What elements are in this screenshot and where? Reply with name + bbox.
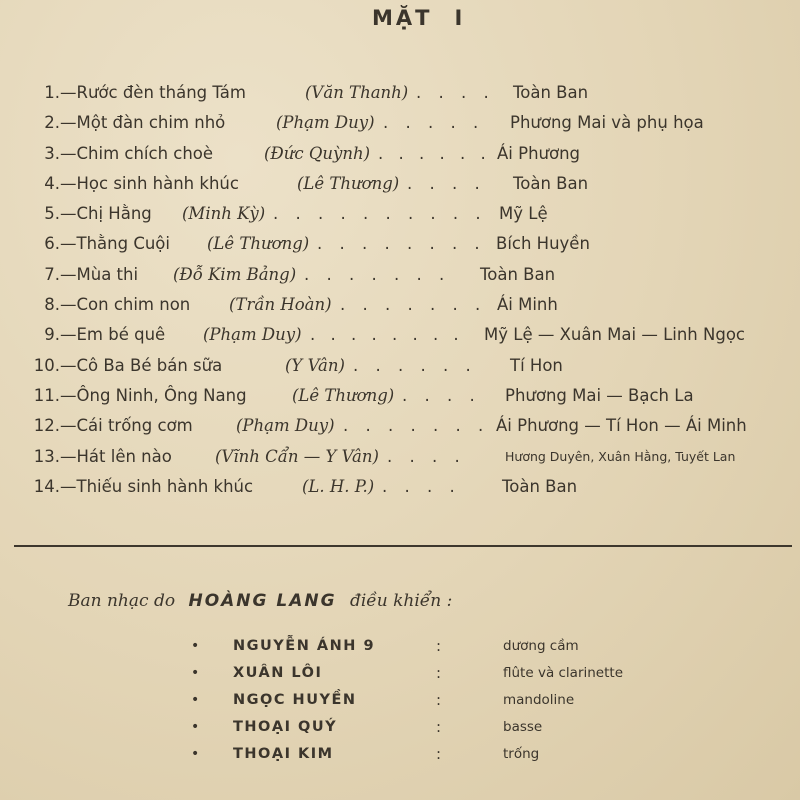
track-number: 13. [33, 446, 60, 466]
track-title: —Em bé quê [60, 325, 166, 345]
track-performer: Ái Phương [497, 143, 581, 163]
track-row [0, 381, 800, 411]
track-title: —Một đàn chim nhỏ [60, 113, 226, 133]
track-leader-dots: . . . . [402, 385, 481, 405]
track-title: —Chim chích choè [60, 143, 214, 163]
band-member-row [0, 633, 800, 660]
track-row [0, 411, 800, 441]
band-member-separator: : [436, 664, 442, 682]
track-number: 2. [44, 113, 60, 133]
track-composer: (Minh Kỳ) [182, 204, 266, 224]
track-number: 1. [44, 83, 60, 102]
track-title: —Rước đèn tháng Tám [60, 83, 246, 102]
track-leader-dots: . . . . . . . [340, 295, 487, 315]
track-leader-dots: . . . . . . [378, 143, 491, 163]
track-leader-dots: . . . . . . . . . . [273, 204, 487, 224]
track-composer: (Y Vân) [285, 355, 345, 375]
track-title: —Mùa thi [60, 264, 139, 284]
band-member-row [0, 660, 800, 687]
track-row [0, 139, 800, 169]
track-number: 5. [44, 204, 60, 224]
track-composer: (Đức Quỳnh) [264, 143, 371, 163]
track-row [0, 169, 800, 199]
band-member-separator: : [436, 691, 442, 709]
track-composer: (Phạm Duy) [276, 113, 375, 133]
track-row [0, 260, 800, 290]
track-number: 11. [33, 385, 60, 405]
side-title-number: I [454, 6, 466, 30]
band-member-list [0, 633, 800, 768]
band-member-instrument: flûte và clarinette [503, 665, 624, 681]
band-member-separator: : [436, 637, 442, 655]
band-leader: HOÀNG LANG [188, 591, 337, 611]
track-row [0, 320, 800, 350]
track-title: —Học sinh hành khúc [60, 173, 239, 193]
track-leader-dots: . . . . . [383, 113, 485, 133]
track-performer: Mỹ Lệ [499, 204, 548, 224]
track-performer: Hương Duyên, Xuân Hằng, Tuyết Lan [505, 448, 736, 464]
track-performer: Bích Huyền [496, 234, 590, 254]
track-composer: (Lê Thương) [292, 385, 395, 405]
track-performer: Toàn Ban [502, 476, 578, 496]
band-member-instrument: mandoline [503, 692, 575, 708]
band-member-name: XUÂN LÔI [233, 665, 323, 681]
band-member-row [0, 687, 800, 714]
track-composer: (Lê Thương) [297, 173, 400, 193]
band-member-name: NGUYỄN ÁNH 9 [233, 638, 376, 654]
band-member-instrument: dương cầm [503, 638, 579, 654]
side-title [372, 6, 465, 30]
bullet-icon: • [191, 638, 200, 654]
side-title-label: MẶT [372, 6, 433, 30]
track-composer: (Lê Thương) [207, 234, 310, 254]
track-performer: Phương Mai — Bạch La [505, 385, 694, 405]
band-member-name: THOẠI KIM [233, 746, 334, 762]
track-number: 6. [44, 234, 60, 254]
track-composer: (Vĩnh Cẩn — Y Vân) [215, 446, 379, 466]
track-row [0, 442, 800, 472]
band-member-instrument: trống [503, 746, 540, 762]
track-composer: (Đỗ Kim Bảng) [173, 264, 297, 284]
band-credit-prefix: Ban nhạc do [68, 591, 176, 611]
track-composer: (Trần Hoàn) [229, 295, 332, 315]
track-number: 9. [44, 325, 60, 345]
track-performer: Toàn Ban [513, 173, 589, 193]
track-number: 12. [33, 416, 60, 436]
track-title: —Thiếu sinh hành khúc [60, 476, 254, 496]
track-number: 14. [33, 476, 60, 496]
track-title: —Chị Hằng [60, 204, 152, 224]
band-member-row [0, 714, 800, 741]
track-row [0, 199, 800, 229]
track-leader-dots: . . . . . . . . [317, 234, 486, 254]
track-title: —Cái trống cơm [60, 416, 193, 436]
track-performer: Tí Hon [510, 355, 563, 375]
track-title: —Ông Ninh, Ông Nang [60, 385, 247, 405]
track-row [0, 108, 800, 138]
track-number: 7. [44, 264, 60, 284]
track-leader-dots: . . . . [382, 476, 461, 496]
bullet-icon: • [191, 692, 200, 708]
track-number: 4. [44, 173, 60, 193]
track-title: —Hát lên nào [60, 446, 172, 466]
track-leader-dots: . . . . [416, 83, 495, 102]
bullet-icon: • [191, 719, 200, 735]
bullet-icon: • [191, 746, 200, 762]
divider [14, 545, 792, 547]
track-row [0, 290, 800, 320]
track-row [0, 229, 800, 259]
bullet-icon: • [191, 665, 200, 681]
band-member-instrument: basse [503, 719, 543, 735]
track-list [0, 78, 800, 502]
band-member-name: THOẠI QUÝ [233, 719, 338, 735]
band-member-name: NGỌC HUYỀN [233, 692, 357, 708]
track-row [0, 472, 800, 502]
track-composer: (Văn Thanh) [305, 83, 409, 102]
track-performer: Ái Minh [497, 295, 558, 315]
track-composer: (Phạm Duy) [236, 416, 335, 436]
track-leader-dots: . . . . . . . [343, 416, 490, 436]
track-performer: Toàn Ban [513, 83, 589, 102]
track-performer: Ái Phương — Tí Hon — Ái Minh [496, 416, 747, 436]
track-row [0, 78, 800, 108]
track-leader-dots: . . . . . . . [304, 264, 451, 284]
track-performer: Toàn Ban [480, 264, 556, 284]
band-credit-suffix: điều khiển : [349, 591, 453, 611]
track-composer: (Phạm Duy) [203, 325, 302, 345]
band-member-row [0, 741, 800, 768]
track-title: —Thằng Cuội [60, 234, 170, 254]
track-row [0, 351, 800, 381]
track-title: —Con chim non [60, 295, 191, 315]
band-credit [68, 591, 452, 611]
track-performer: Phương Mai và phụ họa [510, 113, 704, 133]
track-leader-dots: . . . . [387, 446, 466, 466]
track-leader-dots: . . . . [407, 173, 486, 193]
track-leader-dots: . . . . . . . . [310, 325, 464, 345]
track-performer: Mỹ Lệ — Xuân Mai — Linh Ngọc [484, 325, 745, 345]
band-member-separator: : [436, 745, 442, 763]
band-member-separator: : [436, 718, 442, 736]
track-title: —Cô Ba Bé bán sữa [60, 355, 223, 375]
track-number: 3. [44, 143, 60, 163]
track-number: 10. [33, 355, 60, 375]
track-leader-dots: . . . . . . [353, 355, 477, 375]
track-composer: (L. H. P.) [302, 476, 375, 496]
track-number: 8. [44, 295, 60, 315]
